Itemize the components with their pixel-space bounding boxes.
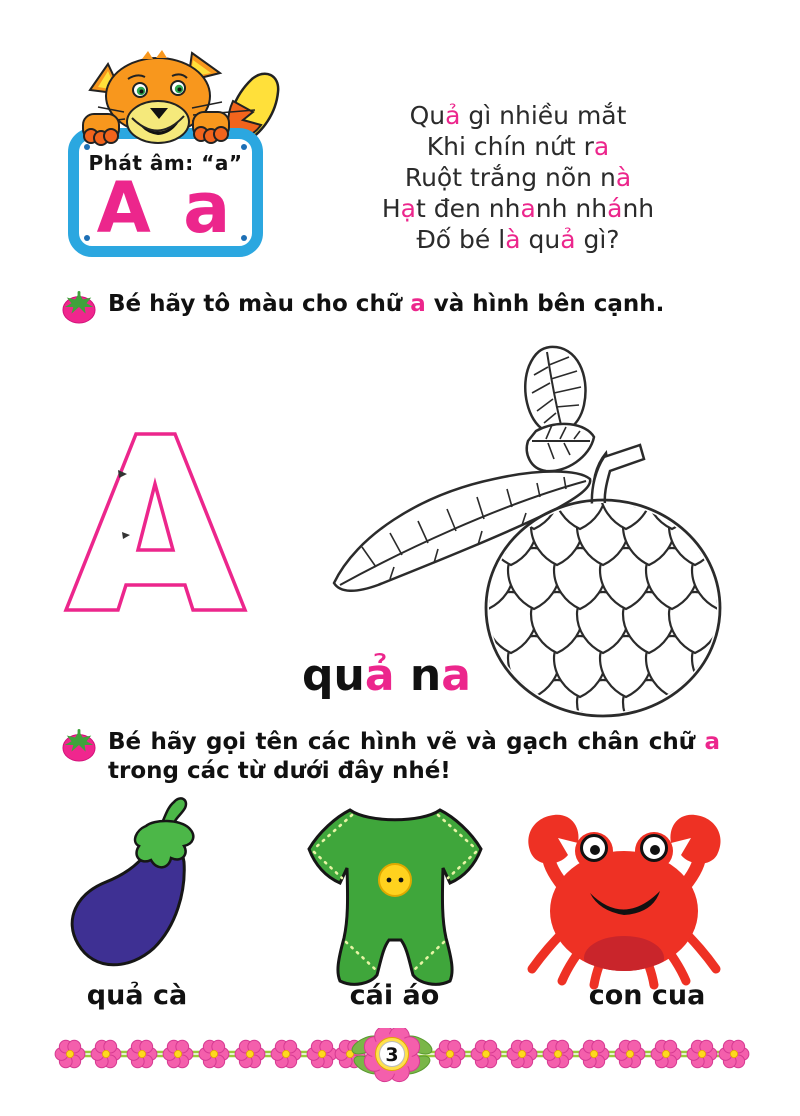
poem-line: Ruột trắng nõn nà [404,163,632,192]
baby-onesie-figure [292,790,497,990]
corner-dot [241,235,247,241]
item-label-qua-ca: quả cà [86,980,188,1011]
instruction-1 [60,290,720,324]
instruction-2-line1: Bé hãy gọi tên các hình vẽ và gạch chân chữ a [108,729,720,755]
poem-line: Khi chín nứt ra [426,132,610,161]
item-label-cai-ao: cái áo [349,980,440,1011]
tomato-icon [60,728,98,762]
caption-qua-na: quả na [302,650,471,701]
card-letters-Aa: A a [96,167,235,249]
cat-illustration [80,50,270,150]
poem-line: Đố bé là quả gì? [416,225,620,254]
instruction-2 [60,728,720,786]
crab-figure [512,803,737,993]
poem-line: Quả gì nhiều mắt [409,101,627,130]
instruction-2-line2: trong các từ dưới đây nhé! [108,758,451,784]
instruction-1-text: Bé hãy tô màu cho chữ a và hình bên cạnh. [108,291,665,317]
item-label-con-cua: con cua [588,980,706,1011]
eggplant-figure [62,792,232,987]
footer-flower-border [48,1028,752,1092]
tomato-icon [60,290,98,324]
riddle-poem [368,100,668,255]
poem-line: Hạt đen nhanh nhánh [381,194,655,223]
corner-dot [84,235,90,241]
coloring-letter-a [58,424,253,619]
card-pronunciation-label: Phát âm: “a” [88,151,243,175]
page-number: 3 [385,1044,399,1066]
